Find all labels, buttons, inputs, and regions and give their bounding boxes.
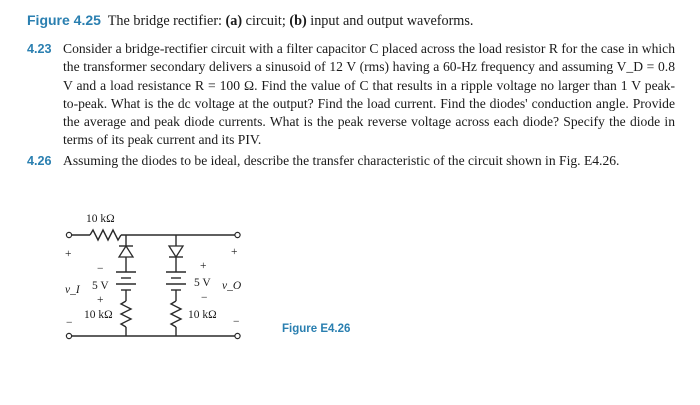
input-bottom-terminal: [66, 333, 71, 338]
problem-text: Assuming the diodes to be ideal, describe the transfer characteristic of the circuit shown in Fig. E4.26.: [63, 153, 620, 168]
left-diode: [119, 246, 133, 257]
input-top-terminal: [66, 232, 71, 237]
right-resistor-label: 10 kΩ: [188, 309, 217, 321]
figure-caption: [27, 12, 473, 30]
output-bottom-terminal: [235, 333, 240, 338]
caption-text-3: input and output waveforms.: [306, 13, 474, 29]
right-resistor: [171, 301, 181, 327]
left-battery-plus: +: [97, 294, 104, 306]
problem-number: 4.23: [27, 42, 52, 56]
figure-e4-26-label: Figure E4.26: [282, 323, 351, 335]
left-battery-label: 5 V: [92, 280, 109, 292]
circuit-diagram: [60, 205, 260, 345]
problem-text: Consider a bridge-rectifier circuit with a filter capacitor C placed across the load resistor R for the case in which the transformer secondary delivers a sinusoid of 12 V (rms) having a 60-Hz frequency and assuming V_D = 0.8 V and a load resistance R = 100 Ω. Find the value of C that results in a ripple voltage no larger than 1 V peak-to-peak. What is the dc voltage at the output? Find the load current. Find the diodes' conduction angle. Provide the average and peak diode currents. What is the peak reverse voltage across each diode? Specify the diode in terms of its peak current and its PIV.: [63, 41, 675, 148]
caption-part-a: (a): [225, 13, 243, 29]
input-minus: −: [66, 317, 73, 329]
problem-number: 4.26: [27, 154, 52, 168]
caption-text-2: circuit;: [242, 13, 290, 29]
figure-caption-label: Figure 4.25: [27, 12, 101, 28]
top-resistor: [90, 230, 121, 240]
input-plus: +: [65, 248, 72, 260]
left-battery-minus: −: [97, 263, 104, 275]
input-label: v_I: [65, 284, 80, 296]
left-resistor-label: 10 kΩ: [84, 309, 113, 321]
output-label: v_O: [222, 280, 242, 292]
output-minus: −: [233, 316, 240, 328]
left-resistor: [121, 301, 131, 327]
right-battery-plus: +: [200, 260, 207, 272]
output-plus: +: [231, 246, 238, 258]
output-top-terminal: [235, 232, 240, 237]
right-battery-minus: −: [201, 292, 208, 304]
problem-4-26: [27, 152, 675, 170]
caption-text-1: The bridge rectifier:: [107, 13, 226, 29]
right-battery-label: 5 V: [194, 277, 211, 289]
caption-part-b: (b): [289, 13, 307, 29]
problem-4-23: [27, 40, 675, 150]
top-resistor-label: 10 kΩ: [86, 213, 115, 225]
right-diode: [169, 246, 183, 257]
